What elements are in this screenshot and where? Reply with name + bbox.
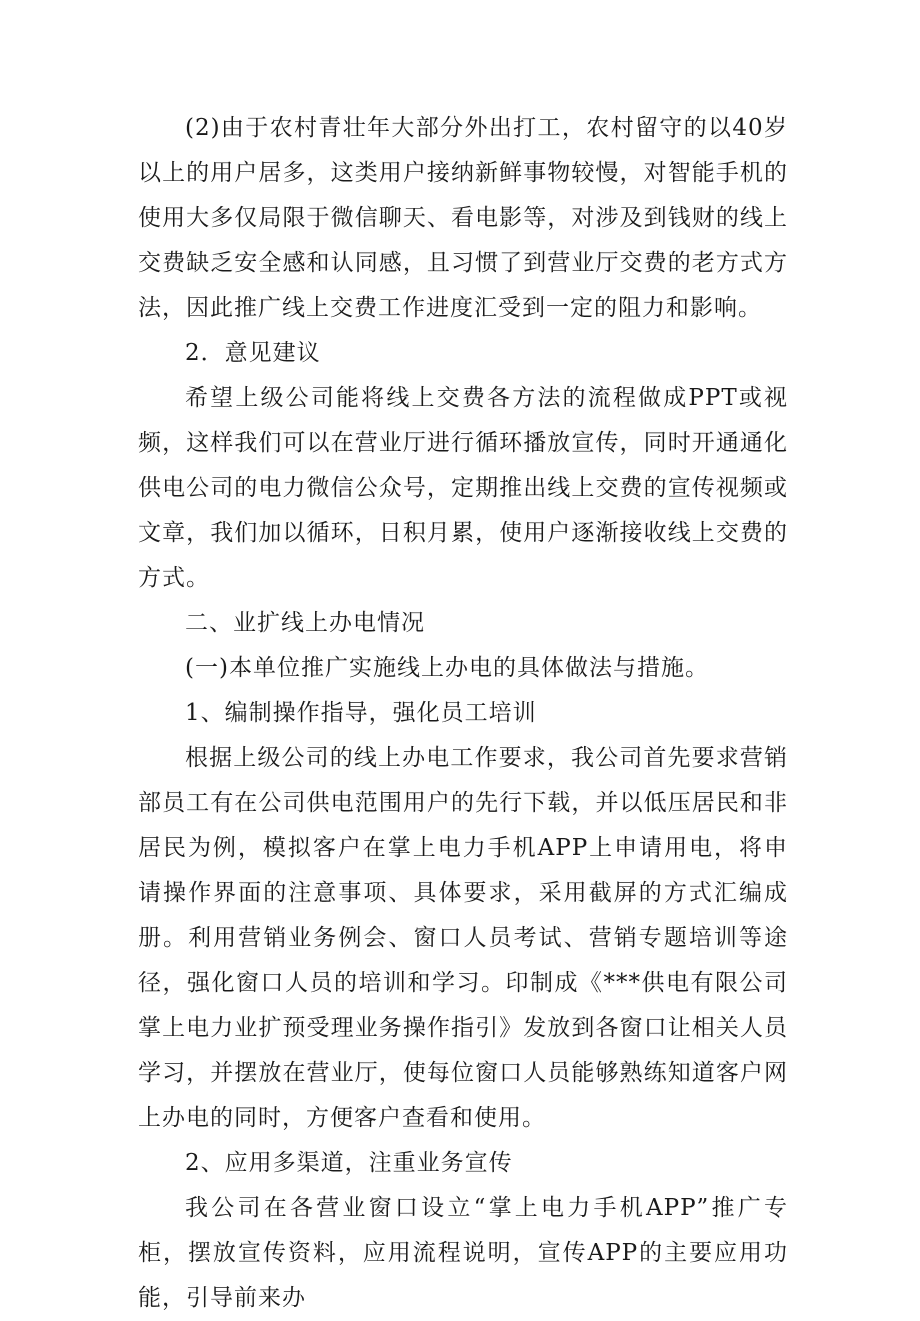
paragraph-rural-users: (2)由于农村青壮年大部分外出打工，农村留守的以40岁以上的用户居多，这类用户接纳新鲜事物较慢，对智能手机的使用大多仅局限于微信聊天、看电影等，对涉及到钱财的线上交费缺乏安全感和认同感，且习惯了到营业厅交费的老方式方法，因此推广线上交费工作进度汇受到一定的阻力和影响。 [138,115,788,321]
heading-suggestions: 2．意见建议 [185,340,321,366]
document-body [138,106,788,1321]
paragraph-training: 根据上级公司的线上办电工作要求，我公司首先要求营销部员工有在公司供电范围用户的先行下载，并以低压居民和非居民为例，模拟客户在掌上电力手机APP上申请用电，将申请操作界面的注意事项、具体要求，采用截屏的方式汇编成册。利用营销业务例会、窗口人员考试、营销专题培训等途径，强化窗口人员的培训和学习。印制成《***供电有限公司掌上电力业扩预受理业务操作指引》发放到各窗口让相关人员学习，并摆放在营业厅，使每位窗口人员能够熟练知道客户网上办电的同时，方便客户查看和使用。 [138,745,788,1131]
paragraph-suggestions: 希望上级公司能将线上交费各方法的流程做成PPT或视频，这样我们可以在营业厅进行循环播放宣传，同时开通通化供电公司的电力微信公众号，定期推出线上交费的宣传视频或文章，我们加以循环，日积月累，使用户逐渐接收线上交费的方式。 [138,385,788,591]
heading-training: 1、编制操作指导，强化员工培训 [185,700,537,726]
paragraph-promotion: 我公司在各营业窗口设立“掌上电力手机APP”推广专柜，摆放宣传资料，应用流程说明，宣传APP的主要应用功能，引导前来办 [138,1195,788,1311]
heading-promotion: 2、应用多渠道，注重业务宣传 [185,1150,513,1176]
heading-online-power-service: 二、业扩线上办电情况 [185,610,425,636]
heading-measures: (一)本单位推广实施线上办电的具体做法与措施。 [185,655,709,681]
